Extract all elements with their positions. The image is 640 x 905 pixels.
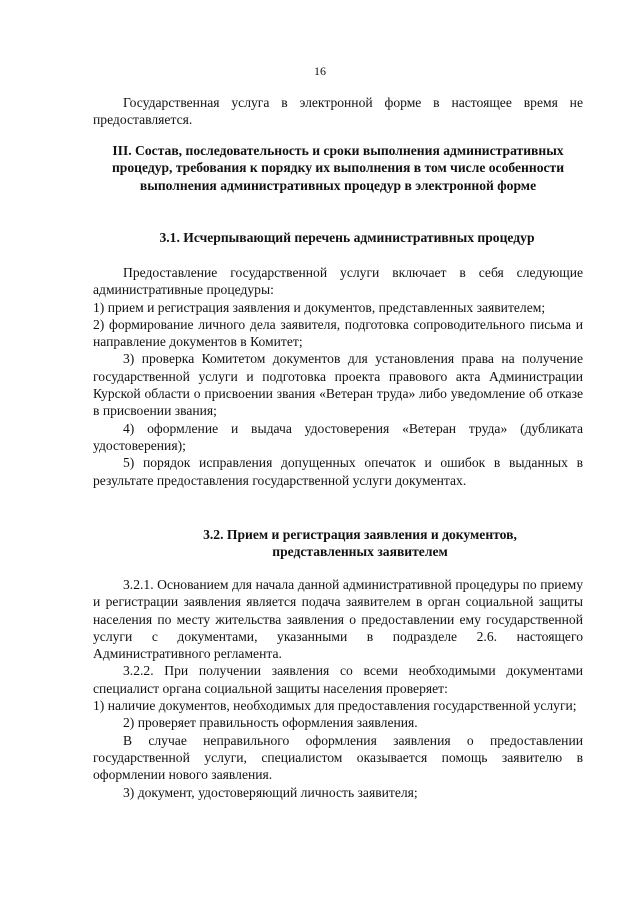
heading-3-1: 3.1. Исчерпывающий перечень административных процедур bbox=[159, 230, 535, 245]
check-item-1: 1) наличие документов, необходимых для предоставления государственной услуги; bbox=[93, 698, 577, 714]
check-item-2: 2) проверяет правильность оформления заявления. bbox=[123, 715, 418, 731]
paragraph-3-2-1: 3.2.1. Основанием для начала данной административной процедуры по приему и регистрации заявления является подача заявителем в орган социальной защиты населения по месту жительства заявления о предоставлении ему государственной услуги с документами, указанными в подразделе 2.6. настоящего Административного регламента. bbox=[93, 577, 583, 662]
paragraph-wrong-form: В случае неправильного оформления заявления о предоставлении государственной услуги, специалистом оказывается помощь заявителю в оформлении нового заявления. bbox=[93, 732, 583, 783]
procedure-item-3: 3) проверка Комитетом документов для установления права на получение государственной услуги и подготовка проекта правового акта Администрации Курской области о присвоении звания «Ветеран труда» либо уведомление об отказе в присвоении звания; bbox=[93, 351, 583, 419]
procedures-intro: Предоставление государственной услуги включает в себя следующие административные процедуры: bbox=[93, 265, 583, 298]
procedures-list bbox=[93, 264, 583, 489]
heading-3-1-block bbox=[93, 229, 583, 246]
page-number: 16 bbox=[314, 64, 326, 78]
paragraph-3-2-2: 3.2.2. При получении заявления со всеми необходимыми документами специалист органа социальной защиты населения проверяет: bbox=[93, 663, 583, 696]
procedure-item-2: 2) формирование личного дела заявителя, подготовка сопроводительного письма и направление документов в Комитет; bbox=[93, 316, 583, 350]
section-3-2-body bbox=[93, 576, 583, 801]
heading-3-2-block bbox=[160, 526, 560, 561]
heading-3-2: 3.2. Прием и регистрация заявления и документов, представленных заявителем bbox=[203, 527, 517, 560]
intro-paragraph: Государственная услуга в электронной форме в настоящее время не предоставляется. bbox=[93, 95, 583, 128]
section-heading-block bbox=[100, 142, 576, 194]
procedure-item-5: 5) порядок исправления допущенных опечаток и ошибок в выданных в результате предоставления государственной услуги документах. bbox=[93, 455, 583, 488]
intro-block bbox=[93, 94, 583, 129]
procedure-item-1: 1) прием и регистрация заявления и документов, представленных заявителем; bbox=[93, 299, 546, 315]
section-heading: III. Состав, последовательность и сроки выполнения административных процедур, требования к порядку их выполнения в том числе особенности выполнения административных процедур в электронной форме bbox=[111, 143, 565, 193]
check-item-3: 3) документ, удостоверяющий личность заявителя; bbox=[123, 784, 418, 800]
procedure-item-4: 4) оформление и выдача удостоверения «Ветеран труда» (дубликата удостоверения); bbox=[93, 420, 583, 453]
